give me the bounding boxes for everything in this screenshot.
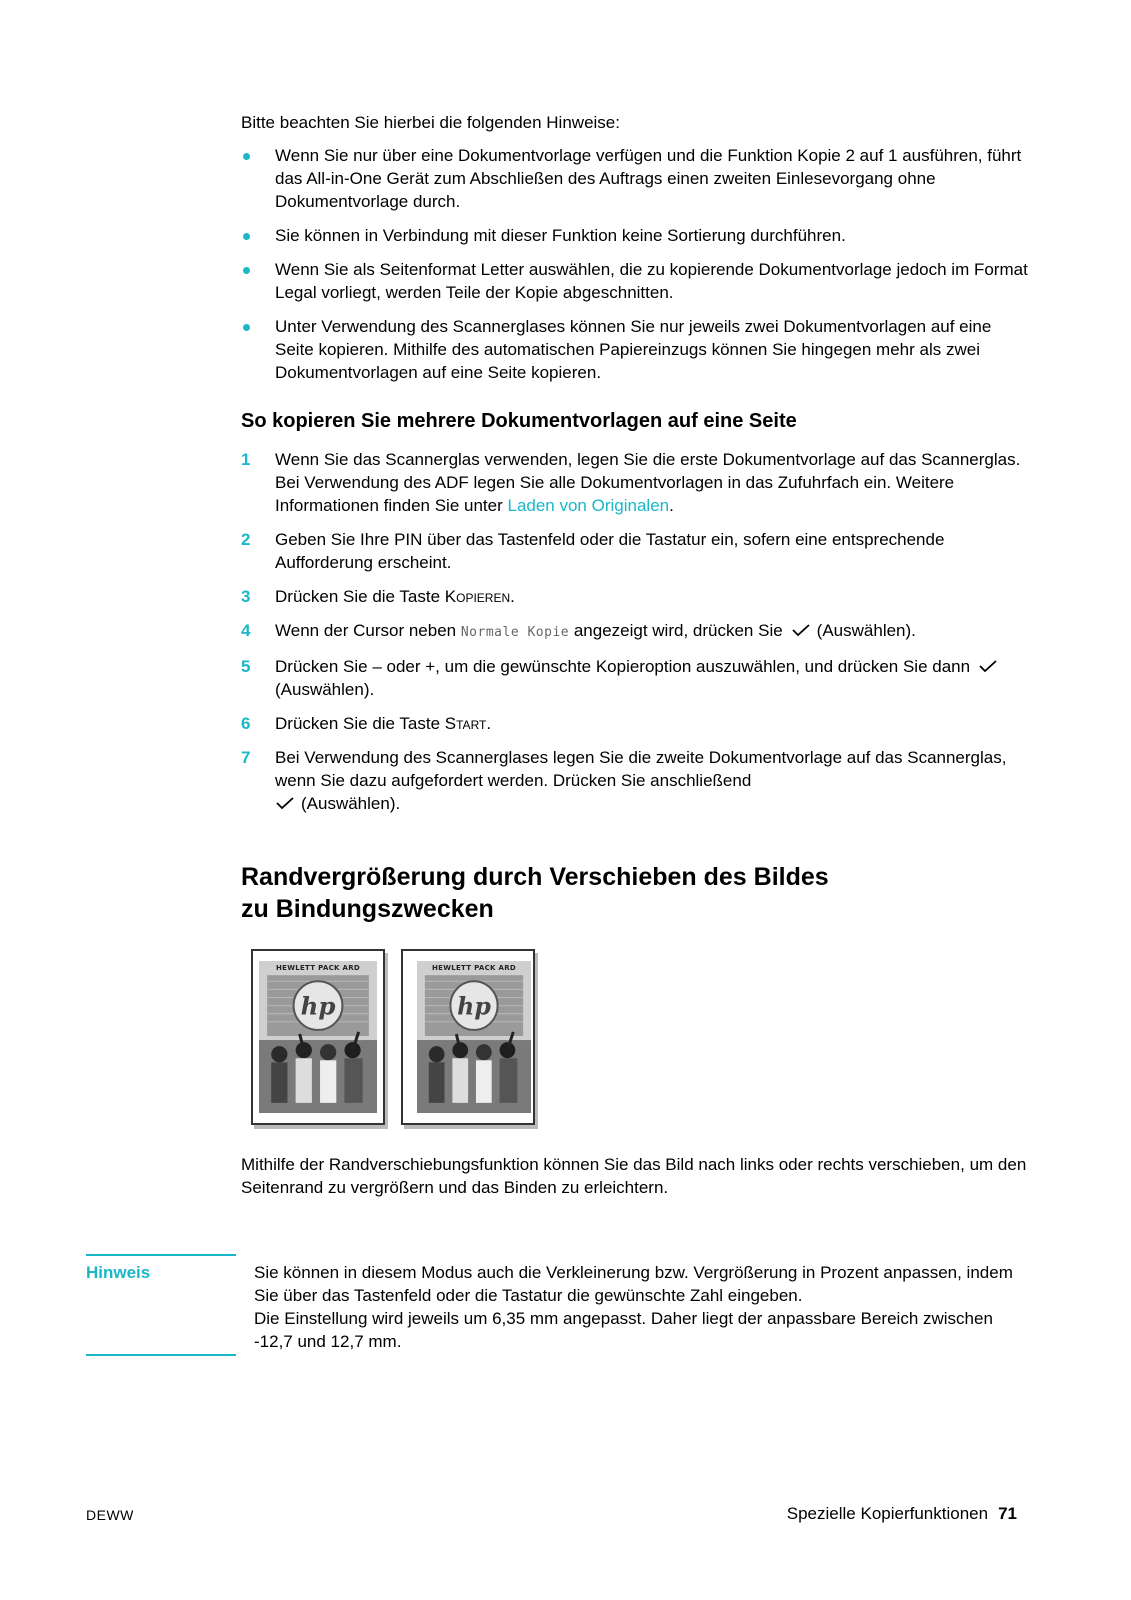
svg-text:hp: hp [300, 991, 336, 1021]
page-number: 71 [998, 1504, 1017, 1523]
step-number: 2 [241, 530, 251, 549]
steps-list [241, 448, 1031, 815]
footer-chapter [787, 1502, 1017, 1525]
step-text: Bei Verwendung des Scannerglases legen Sie die zweite Dokumentvorlage auf das Scannerglas, wenn Sie dazu aufgefordert werden. Drücken Sie anschließend [275, 748, 1007, 790]
page-image [259, 961, 377, 1113]
original-page-thumbnail [251, 949, 385, 1125]
section-title [241, 861, 1031, 925]
step-number: 3 [241, 587, 251, 606]
page-content [241, 111, 1031, 1199]
step-7 [241, 746, 1031, 815]
bullet-icon [243, 153, 250, 160]
step-text: Drücken Sie die Taste [275, 587, 445, 606]
svg-text:hp: hp [457, 992, 491, 1021]
step-2 [241, 528, 1031, 574]
checkmark-icon [791, 623, 811, 637]
bullet-icon [243, 233, 250, 240]
key-name: Start [444, 714, 487, 733]
intro-text: Bitte beachten Sie hierbei die folgenden Hinweise: [241, 113, 620, 132]
list-item-text: Unter Verwendung des Scannerglases können Sie nur jeweils zwei Dokumentvorlagen auf eine Seite kopieren. Mithilfe des automatischen Papiereinzugs können Sie hingegen mehr als zwei Dokumentvorlagen auf eine Seite kopieren. [275, 317, 992, 382]
key-name: Kopieren [444, 587, 511, 606]
step-number: 1 [241, 450, 251, 469]
margin-shift-illustration [251, 949, 1031, 1131]
step-number: 4 [241, 621, 251, 640]
footer-locale: DEWW [86, 1507, 134, 1523]
step-3 [241, 585, 1031, 608]
step-text: Drücken Sie – oder +, um die gewünschte Kopieroption auszuwählen, und drücken Sie dann [275, 657, 971, 676]
bullet-icon [243, 324, 250, 331]
step-6 [241, 712, 1031, 735]
note-label: Hinweis [86, 1263, 151, 1282]
section-title-line1: Randvergrößerung durch Verschieben des Bildes [241, 863, 829, 891]
note-top-rule [86, 1254, 236, 1256]
step-text-mid: angezeigt wird, drücken Sie [569, 621, 783, 640]
page-image [417, 961, 531, 1113]
notes-list [241, 144, 1031, 384]
note-text [254, 1261, 1034, 1353]
step-text: Geben Sie Ihre PIN über das Tastenfeld oder die Tastatur ein, sofern eine entsprechende Aufforderung erscheint. [275, 530, 945, 572]
checkmark-icon [978, 659, 998, 673]
step-text: Wenn der Cursor neben [275, 621, 461, 640]
step-text-end: . [669, 496, 674, 515]
list-item [241, 144, 1031, 213]
brand-text: HEWLETT PACK ARD [431, 964, 517, 972]
step-text-end: . [486, 714, 492, 733]
note-text-line2: Die Einstellung wird jeweils um 6,35 mm angepasst. Daher liegt der anpassbare Bereich zwischen -12,7 und 12,7 mm. [254, 1309, 993, 1351]
originals-link[interactable]: Laden von Originalen [507, 496, 670, 515]
procedure-heading: So kopieren Sie mehrere Dokumentvorlagen auf eine Seite [241, 410, 797, 432]
bullet-icon [243, 267, 250, 274]
step-text-end: . [510, 587, 515, 606]
list-item [241, 224, 1031, 247]
photo-graphic [259, 961, 377, 1113]
step-text-end: (Auswählen). [301, 794, 401, 813]
step-text: Wenn Sie das Scannerglas verwenden, legen Sie die erste Dokumentvorlage auf das Scannerglas. Bei Verwendung des ADF legen Sie alle Dokumentvorlagen in das Zufuhrfach ein. Weitere Informationen finden Sie unter [275, 450, 1021, 515]
shifted-page-thumbnail [401, 949, 535, 1125]
note-bottom-rule [86, 1354, 236, 1356]
step-number: 7 [241, 748, 251, 767]
note-text-line1: Sie können in diesem Modus auch die Verkleinerung bzw. Vergrößerung in Prozent anpassen, indem Sie über das Tastenfeld oder die Tastatur die gewünschte Zahl eingeben. [254, 1263, 1013, 1305]
checkmark-icon [275, 796, 295, 810]
step-text-end: (Auswählen). [816, 621, 916, 640]
photo-graphic [417, 961, 531, 1113]
step-4 [241, 619, 1031, 644]
list-item-text: Wenn Sie als Seitenformat Letter auswählen, die zu kopierende Dokumentvorlage jedoch im Format Legal vorliegt, werden Teile der Kopie abgeschnitten. [275, 260, 1028, 302]
display-text: Normale Kopie [460, 625, 570, 640]
list-item [241, 258, 1031, 304]
list-item-text: Wenn Sie nur über eine Dokumentvorlage verfügen und die Funktion Kopie 2 auf 1 ausführen, führt das All-in-One Gerät zum Abschließen des Auftrags einen zweiten Einlesevorgang ohne Dokumentvorlage durch. [275, 146, 1022, 211]
list-item-text: Sie können in Verbindung mit dieser Funktion keine Sortierung durchführen. [275, 226, 846, 245]
step-number: 6 [241, 714, 251, 733]
brand-text: HEWLETT PACK ARD [275, 964, 361, 972]
step-text: Drücken Sie die Taste [275, 714, 445, 733]
step-text-end: (Auswählen). [275, 680, 375, 699]
step-number: 5 [241, 657, 251, 676]
step-5 [241, 655, 1031, 701]
body-paragraph: Mithilfe der Randverschiebungsfunktion können Sie das Bild nach links oder rechts verschieben, um den Seitenrand zu vergrößern und das Binden zu erleichtern. [241, 1155, 1027, 1197]
step-1 [241, 448, 1031, 517]
list-item [241, 315, 1031, 384]
footer-chapter-title: Spezielle Kopierfunktionen [786, 1504, 989, 1523]
section-title-line2: zu Bindungszwecken [241, 895, 494, 923]
